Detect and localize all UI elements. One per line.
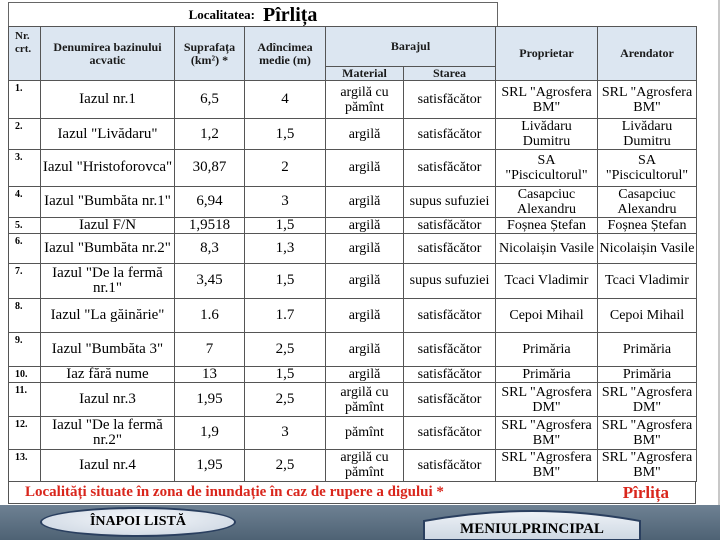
- cell-tenant: Foșnea Ștefan: [598, 217, 697, 233]
- header-nr: Nr. crt.: [9, 27, 41, 81]
- cell-owner: Foșnea Ștefan: [496, 217, 598, 233]
- cell-owner: Primăria: [496, 367, 598, 383]
- table-row: [9, 449, 697, 481]
- cell-owner: Livădaru Dumitru: [496, 119, 598, 150]
- cell-nr: 13.: [9, 449, 41, 481]
- cell-state: satisfăcător: [404, 233, 496, 263]
- cell-depth: 1,5: [245, 217, 326, 233]
- title-bar: [8, 2, 498, 26]
- table-row: [9, 333, 697, 367]
- header-material: Material: [326, 67, 404, 81]
- cell-nr: 3.: [9, 150, 41, 186]
- header-name: Denumirea bazinului acvatic: [41, 27, 175, 81]
- cell-name: Iazul "Bumbăta nr.1": [41, 186, 175, 217]
- cell-tenant: Livădaru Dumitru: [598, 119, 697, 150]
- back-to-list-label: ÎNAPOI LISTĂ: [89, 514, 187, 529]
- cell-tenant: Primăria: [598, 333, 697, 367]
- cell-name: Iazul nr.4: [41, 449, 175, 481]
- cell-depth: 1,5: [245, 263, 326, 298]
- cell-tenant: Tcaci Vladimir: [598, 263, 697, 298]
- cell-depth: 3: [245, 186, 326, 217]
- cell-name: Iazul "La găinărie": [41, 299, 175, 333]
- cell-state: supus sufuziei: [404, 186, 496, 217]
- cell-name: Iazul F/N: [41, 217, 175, 233]
- cell-tenant: Nicolaișin Vasile: [598, 233, 697, 263]
- cell-nr: 10.: [9, 367, 41, 383]
- cell-tenant: Primăria: [598, 367, 697, 383]
- cell-area: 1,95: [175, 449, 245, 481]
- cell-state: satisfăcător: [404, 217, 496, 233]
- cell-owner: Tcaci Vladimir: [496, 263, 598, 298]
- cell-material: argilă: [326, 233, 404, 263]
- flood-note-locality: Pîrlița: [622, 482, 669, 502]
- cell-area: 1,9518: [175, 217, 245, 233]
- table-row: [9, 263, 697, 298]
- cell-state: supus sufuziei: [404, 263, 496, 298]
- cell-nr: 12.: [9, 416, 41, 449]
- cell-tenant: SRL "Agrosfera BM": [598, 449, 697, 481]
- cell-state: satisfăcător: [404, 333, 496, 367]
- table-row: [9, 186, 697, 217]
- cell-depth: 2: [245, 150, 326, 186]
- header-dam: Barajul: [326, 27, 496, 67]
- cell-area: 3,45: [175, 263, 245, 298]
- cell-depth: 1,5: [245, 367, 326, 383]
- table-row: [9, 81, 697, 119]
- cell-material: argilă: [326, 263, 404, 298]
- cell-area: 6,5: [175, 81, 245, 119]
- cell-name: Iaz fără nume: [41, 367, 175, 383]
- cell-state: satisfăcător: [404, 119, 496, 150]
- cell-state: satisfăcător: [404, 150, 496, 186]
- cell-nr: 6.: [9, 233, 41, 263]
- cell-depth: 2,5: [245, 449, 326, 481]
- cell-material: pămînt: [326, 416, 404, 449]
- cell-tenant: SRL "Agrosfera BM": [598, 81, 697, 119]
- cell-owner: Nicolaișin Vasile: [496, 233, 598, 263]
- cell-name: Iazul nr.1: [41, 81, 175, 119]
- cell-depth: 1,5: [245, 119, 326, 150]
- table-row: [9, 383, 697, 416]
- cell-material: argilă: [326, 367, 404, 383]
- table-row: [9, 416, 697, 449]
- cell-material: argilă cu pămînt: [326, 81, 404, 119]
- back-to-list-button[interactable]: [40, 507, 236, 537]
- cell-material: argilă: [326, 333, 404, 367]
- cell-material: argilă: [326, 150, 404, 186]
- cell-state: satisfăcător: [404, 299, 496, 333]
- cell-name: Iazul "Livădaru": [41, 119, 175, 150]
- table-row: [9, 119, 697, 150]
- cell-tenant: Cepoi Mihail: [598, 299, 697, 333]
- cell-area: 1,9: [175, 416, 245, 449]
- cell-nr: 1.: [9, 81, 41, 119]
- cell-state: satisfăcător: [404, 367, 496, 383]
- cell-area: 1.6: [175, 299, 245, 333]
- cell-tenant: SRL "Agrosfera BM": [598, 416, 697, 449]
- table-row: [9, 233, 697, 263]
- header-tenant: Arendator: [598, 27, 697, 81]
- table-row: [9, 299, 697, 333]
- lakes-table: [8, 26, 697, 482]
- cell-area: 7: [175, 333, 245, 367]
- cell-owner: Casapciuc Alexandru: [496, 186, 598, 217]
- cell-nr: 2.: [9, 119, 41, 150]
- cell-tenant: SRL "Agrosfera DM": [598, 383, 697, 416]
- cell-nr: 4.: [9, 186, 41, 217]
- cell-area: 8,3: [175, 233, 245, 263]
- main-menu-label: MENIULPRINCIPAL: [460, 521, 604, 537]
- cell-owner: SRL "Agrosfera DM": [496, 383, 598, 416]
- cell-material: argilă cu pămînt: [326, 449, 404, 481]
- cell-name: Iazul nr.3: [41, 383, 175, 416]
- cell-owner: SRL "Agrosfera BM": [496, 416, 598, 449]
- header-owner: Proprietar: [496, 27, 598, 81]
- cell-depth: 4: [245, 81, 326, 119]
- header-state: Starea: [404, 67, 496, 81]
- cell-area: 1,95: [175, 383, 245, 416]
- cell-nr: 9.: [9, 333, 41, 367]
- cell-owner: SA "Piscicultorul": [496, 150, 598, 186]
- header-area: Suprafața (km²) *: [175, 27, 245, 81]
- cell-nr: 7.: [9, 263, 41, 298]
- flood-zone-note: [8, 482, 696, 504]
- cell-material: argilă: [326, 119, 404, 150]
- table-row: [9, 217, 697, 233]
- cell-area: 6,94: [175, 186, 245, 217]
- cell-tenant: SA "Piscicultorul": [598, 150, 697, 186]
- flood-note-text: Localități situate în zona de inundație în caz de rupere a digului *: [25, 484, 444, 500]
- cell-depth: 2,5: [245, 383, 326, 416]
- cell-tenant: Casapciuc Alexandru: [598, 186, 697, 217]
- cell-state: satisfăcător: [404, 383, 496, 416]
- cell-name: Iazul "Hristoforovca": [41, 150, 175, 186]
- main-menu-button[interactable]: [420, 507, 644, 540]
- cell-name: Iazul "De la fermă nr.1": [41, 263, 175, 298]
- table-row: [9, 367, 697, 383]
- table-row: [9, 150, 697, 186]
- header-depth: Adîncimea medie (m): [245, 27, 326, 81]
- cell-owner: SRL "Agrosfera BM": [496, 81, 598, 119]
- cell-owner: Cepoi Mihail: [496, 299, 598, 333]
- cell-nr: 5.: [9, 217, 41, 233]
- cell-depth: 2,5: [245, 333, 326, 367]
- cell-name: Iazul "Bumbăta 3": [41, 333, 175, 367]
- cell-state: satisfăcător: [404, 416, 496, 449]
- cell-depth: 1,3: [245, 233, 326, 263]
- cell-area: 1,2: [175, 119, 245, 150]
- locality-name: Pîrlița: [262, 4, 318, 26]
- cell-nr: 11.: [9, 383, 41, 416]
- cell-material: argilă: [326, 217, 404, 233]
- locality-label: Localitatea:: [188, 7, 255, 22]
- cell-name: Iazul "Bumbăta nr.2": [41, 233, 175, 263]
- cell-material: argilă: [326, 186, 404, 217]
- cell-owner: Primăria: [496, 333, 598, 367]
- cell-material: argilă: [326, 299, 404, 333]
- cell-material: argilă cu pămînt: [326, 383, 404, 416]
- cell-name: Iazul "De la fermă nr.2": [41, 416, 175, 449]
- cell-state: satisfăcător: [404, 449, 496, 481]
- cell-area: 30,87: [175, 150, 245, 186]
- cell-depth: 1.7: [245, 299, 326, 333]
- cell-state: satisfăcător: [404, 81, 496, 119]
- cell-owner: SRL "Agrosfera BM": [496, 449, 598, 481]
- cell-area: 13: [175, 367, 245, 383]
- cell-depth: 3: [245, 416, 326, 449]
- cell-nr: 8.: [9, 299, 41, 333]
